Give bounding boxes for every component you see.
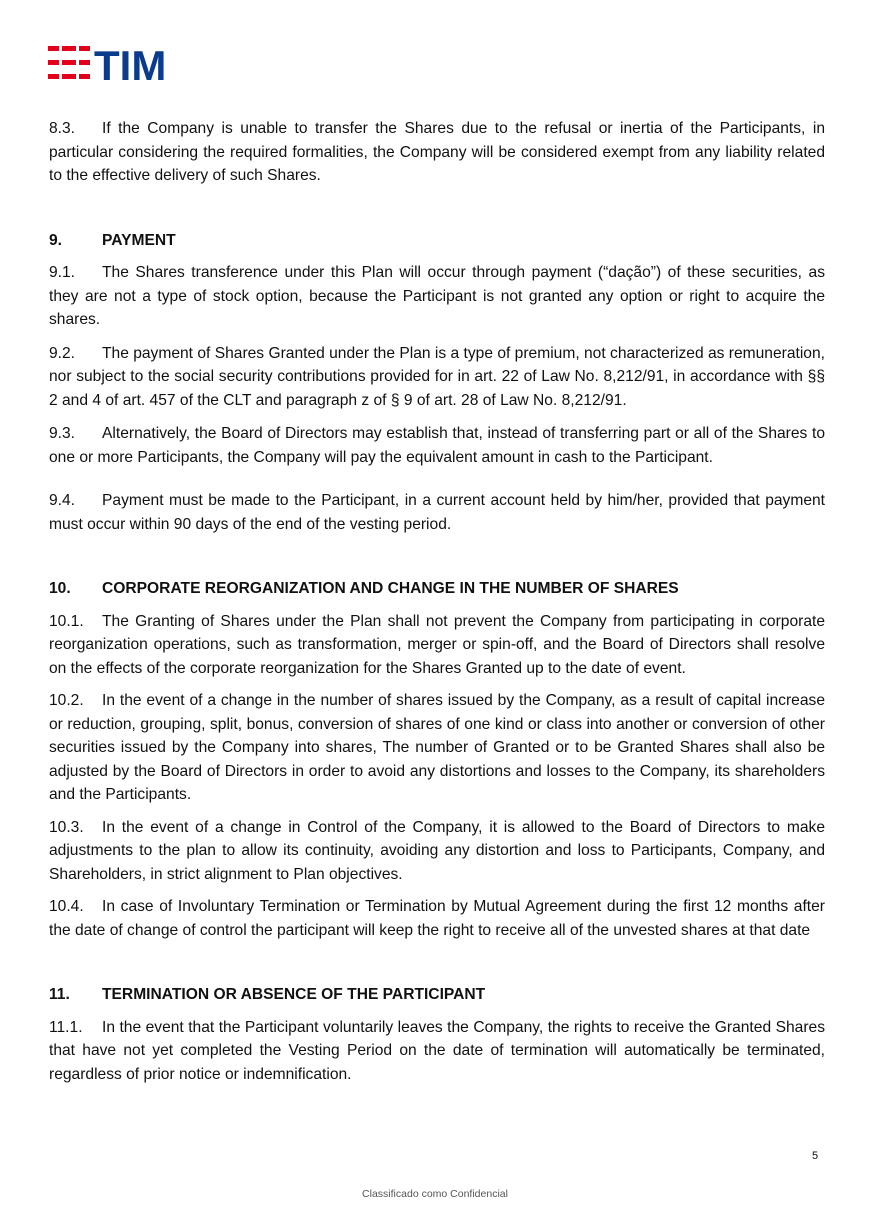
clause-number: 8.3. [49,120,76,137]
clause-number: 9.1. [49,264,76,281]
clause-11-1 [49,1016,825,1087]
section-title: PAYMENT [102,231,176,249]
clause-text: The payment of Shares Granted under the Plan is a type of premium, not characterized as remuneration, nor subject to the social security contributions provided for in art. 22 of Law No. 8,212/91, in accordance with §§ 2 and 4 of art. 457 of the CLT and paragraph z of § 9 of art. 28 of Law No. 8,212/91. [49,344,825,409]
page-number: 5 [812,1150,819,1162]
tim-logo [48,44,180,84]
clause-text: In case of Involuntary Termination or Termination by Mutual Agreement during the first 12 months after the date of change of control the participant will keep the right to receive all of the unvested shares at that date [49,898,825,939]
section-10-heading [49,577,825,601]
clause-text: The Shares transference under this Plan will occur through payment (“dação”) of these securities, as they are not a type of stock option, because the Participant is not granted any option or right to acquire the shares. [49,264,825,328]
section-number: 11. [49,986,70,1003]
clause-9-1 [49,261,825,332]
section-number: 10. [49,580,71,597]
clause-8-3 [49,117,825,188]
clause-number: 10.1. [49,612,84,630]
clause-number: 9.2. [49,344,76,362]
clause-number: 9.4. [49,492,76,509]
clause-text: Alternatively, the Board of Directors may establish that, instead of transferring part or all of the Shares to one or more Participants, the Company will pay the equivalent amount in cash to the Participant. [49,425,825,466]
clause-number: 11.1. [49,1018,83,1036]
section-title: CORPORATE REORGANIZATION AND CHANGE IN THE NUMBER OF SHARES [102,580,679,597]
clause-10-4 [49,895,825,942]
clause-9-2 [49,342,825,413]
clause-9-3 [49,422,825,469]
clause-10-3 [49,816,825,887]
clause-text: In the event of a change in the number of shares issued by the Company, as a result of capital increase or reduction, grouping, split, bonus, conversion of shares of one kind or class into another or conversion of other securities issued by the Company into shares, The number of Granted or to be Granted Shares shall also be adjusted by the Board of Directors in order to avoid any distortions and losses to the Company, its shareholders and the Participants. [49,692,825,803]
clause-text: In the event that the Participant voluntarily leaves the Company, the rights to receive the Granted Shares that have not yet completed the Vesting Period on the date of termination will automatically be terminated, regardless of prior notice or indemnification. [49,1018,825,1083]
section-11-heading [49,983,825,1007]
clause-text: The Granting of Shares under the Plan shall not prevent the Company from participating in corporate reorganization operations, such as transformation, merger or spin-off, and the Board of Directors shall resolve on the effects of the corporate reorganization for the Shares Granted up to the date of event. [49,612,825,677]
section-number: 9. [49,231,63,249]
clause-number: 10.4. [49,898,84,915]
clause-text: If the Company is unable to transfer the Shares due to the refusal or inertia of the Participants, in particular considering the required formalities, the Company will be considered exempt from any liability related to the effective delivery of such Shares. [49,120,825,184]
clause-number: 9.3. [49,425,76,442]
confidentiality-footer: Classificado como Confidencial [362,1188,508,1200]
clause-text: In the event of a change in Control of the Company, it is allowed to the Board of Directors to make adjustments to the plan to allow its continuity, avoiding any distortion and loss to Participants, Company, and Shareholders, in strict alignment to Plan objectives. [49,818,825,883]
clause-number: 10.2. [49,692,84,709]
clause-10-1 [49,610,825,681]
tim-logo-wordmark: TIM [94,44,167,84]
section-title: TERMINATION OR ABSENCE OF THE PARTICIPANT [102,986,486,1003]
clause-10-2 [49,689,825,807]
section-9-heading [49,229,825,253]
clause-9-4 [49,489,825,536]
document-body [49,117,825,1086]
clause-text: Payment must be made to the Participant, in a current account held by him/her, provided that payment must occur within 90 days of the end of the vesting period. [49,492,825,533]
clause-number: 10.3. [49,818,84,836]
